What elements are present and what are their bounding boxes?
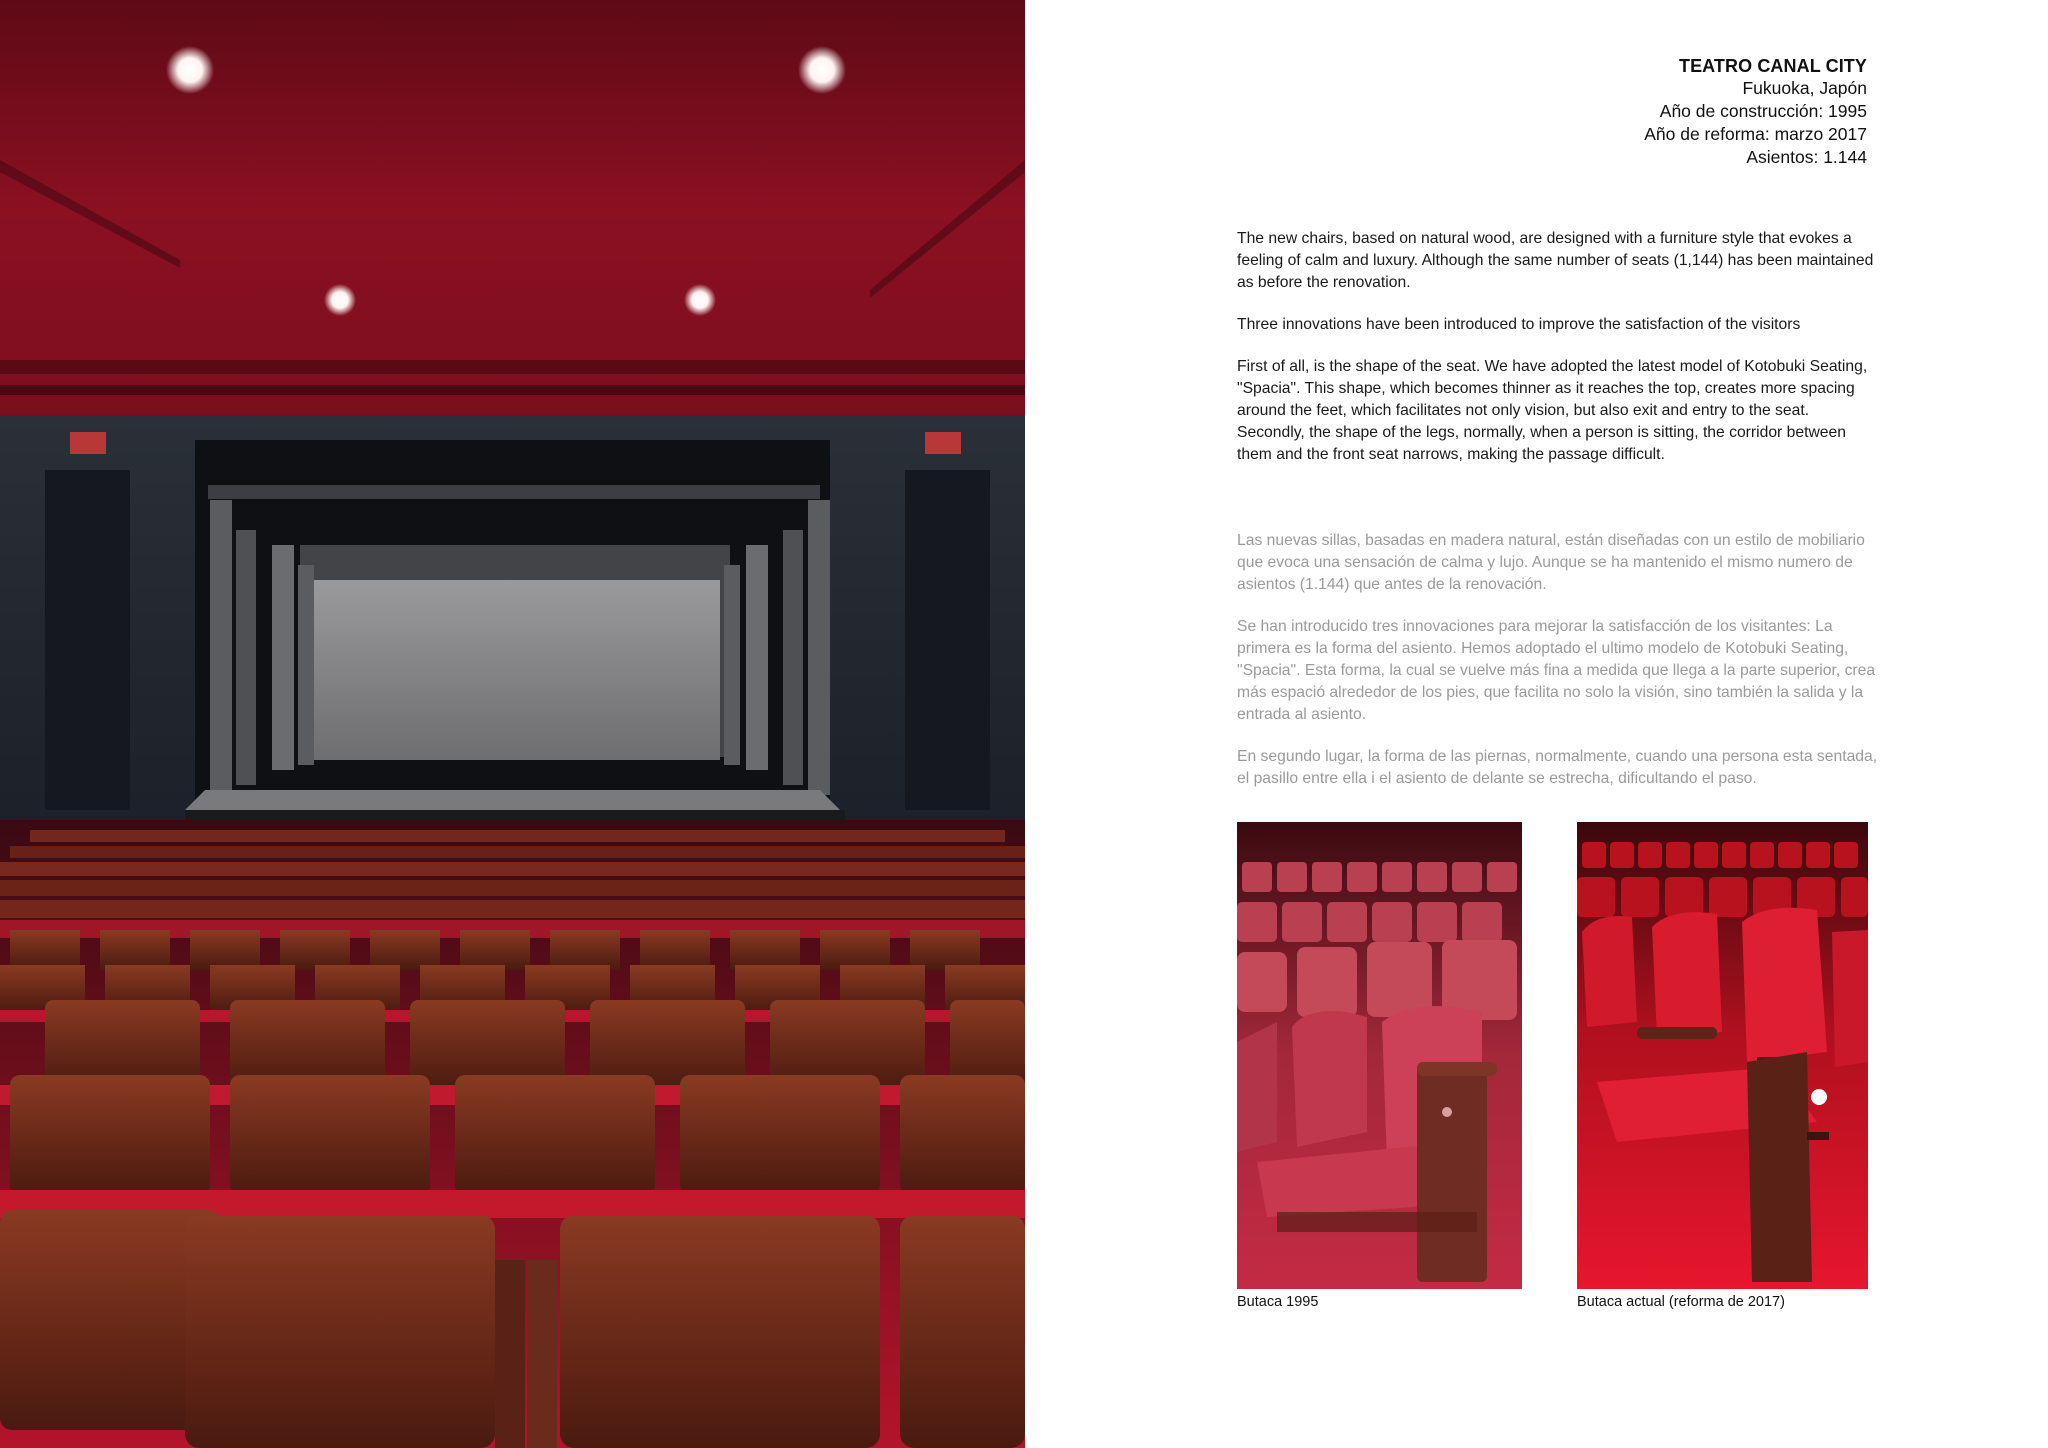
seat-1995-caption: Butaca 1995	[1237, 1294, 1319, 1310]
theater-name: TEATRO CANAL CITY	[1678, 56, 1867, 76]
reform-year: Año de reforma: marzo 2017	[1644, 124, 1867, 144]
english-paragraph-4: Secondly, the shape of the legs, normally, when a person is sitting, the corridor between them and the front seat narrows, making the passage difficult.	[1237, 424, 1846, 463]
location: Fukuoka, Japón	[1742, 78, 1867, 98]
spanish-description	[1237, 530, 1887, 810]
spanish-paragraph-2: Se han introducido tres innovaciones para mejorar la satisfacción de los visitantes: La primera es la forma del asiento. Hemos adoptado el ultimo modelo de Kotobuki Seating, "Spacia". Esta forma, la cual se vuelve más fina a medida que llega a la parte superior, crea más espació alrededor de los pies, que facilita no solo la visión, sino también la salida y la entrada al asiento.	[1237, 618, 1876, 723]
seat-count: Asientos: 1.144	[1746, 147, 1867, 167]
spanish-paragraph-1: Las nuevas sillas, basadas en madera natural, están diseñadas con un estilo de mobiliario que evoca una sensación de calma y lujo. Aunque se ha mantenido el mismo numero de asientos (1.144) que antes de la renovación.	[1237, 532, 1865, 593]
construction-year: Año de construcción: 1995	[1659, 101, 1867, 121]
seat-1995-photo	[1237, 822, 1522, 1289]
seat-2017-photo	[1577, 822, 1868, 1289]
english-paragraph-1: The new chairs, based on natural wood, are designed with a furniture style that evokes a feeling of calm and luxury. Although the same number of seats (1,144) has been maintained as before the renovation.	[1237, 230, 1874, 291]
english-paragraph-3: First of all, is the shape of the seat. We have adopted the latest model of Kotobuki Seating, "Spacia". This shape, which becomes thinner as it reaches the top, creates more spacing around the feet, which facilitates not only vision, but also exit and entry to the seat.	[1237, 358, 1868, 419]
english-description	[1237, 228, 1877, 486]
project-header	[1644, 56, 1867, 169]
english-paragraph-2: Three innovations have been introduced to improve the satisfaction of the visitors	[1237, 316, 1801, 333]
spanish-paragraph-3: En segundo lugar, la forma de las piernas, normalmente, cuando una persona esta sentada, el pasillo entre ella i el asiento de delante se estrecha, dificultando el paso.	[1237, 748, 1878, 787]
seat-2017-caption: Butaca actual (reforma de 2017)	[1577, 1294, 1785, 1310]
